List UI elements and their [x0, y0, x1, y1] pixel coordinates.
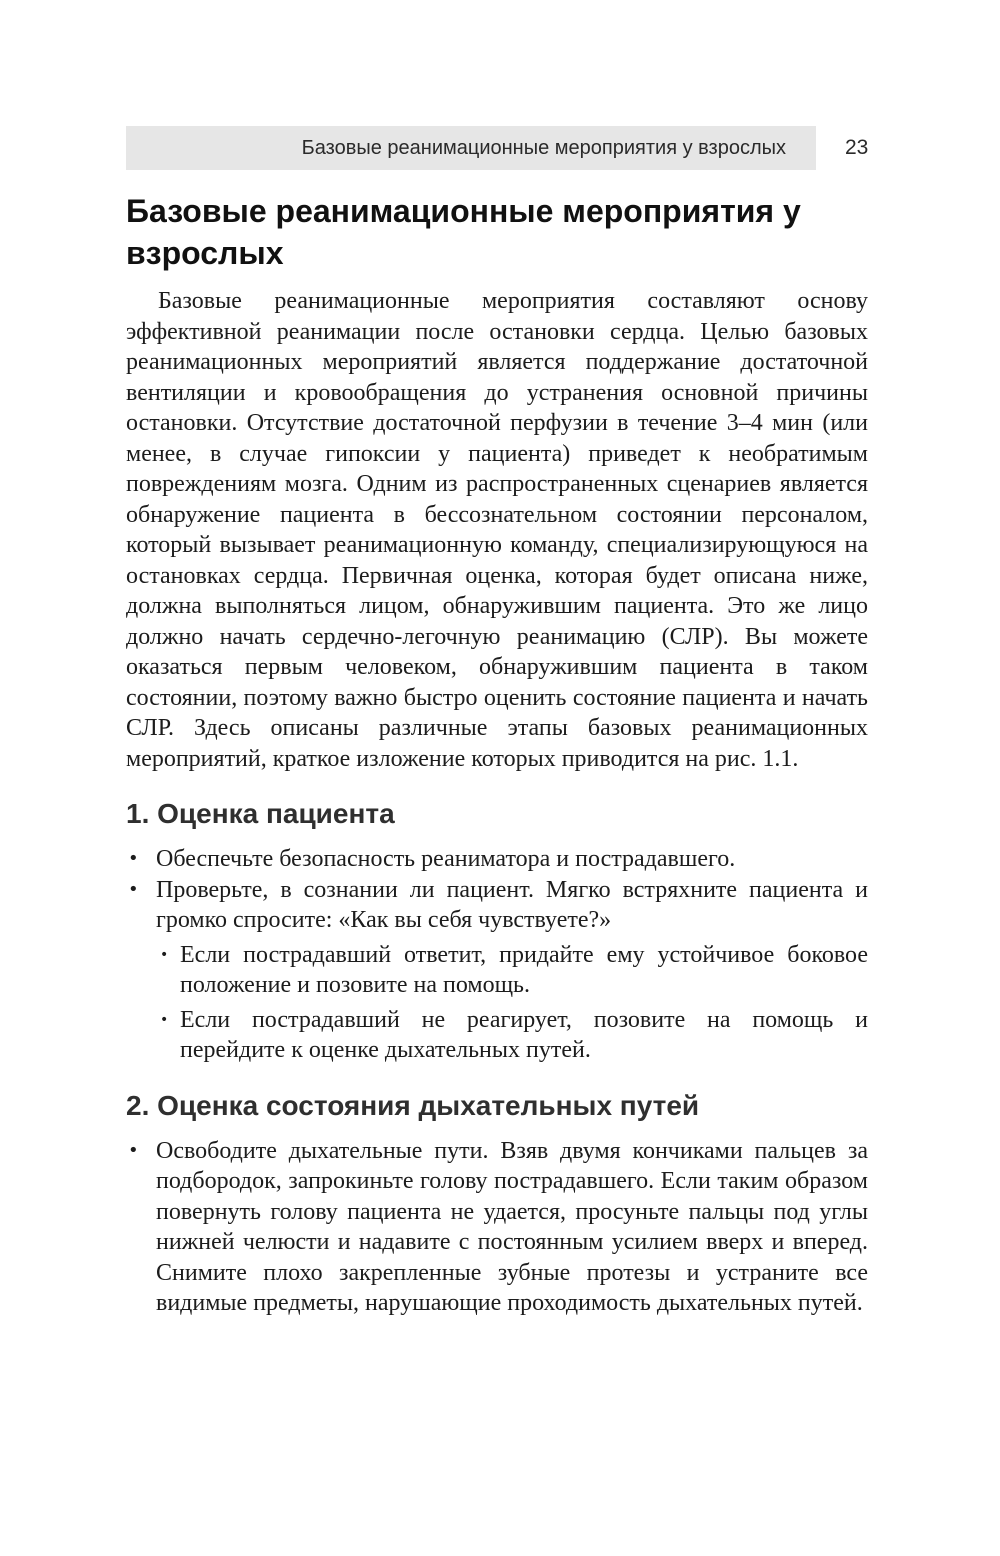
airway-assessment-list	[126, 1136, 868, 1319]
patient-assessment-list	[126, 844, 868, 1066]
sub-list-item-text: Если пострадавший ответит, придайте ему устойчивое боковое положение и позовите на помощь.	[180, 941, 868, 998]
list-item	[126, 875, 868, 1066]
running-header-title: Базовые реанимационные мероприятия у взрослых	[301, 136, 786, 159]
section-heading-patient-assessment: 1. Оценка пациента	[126, 798, 395, 829]
list-item-text: Освободите дыхательные пути. Взяв двумя кончиками пальцев за подбородок, запрокиньте голову пострадавшего. Если таким образом повернуть голову пациента не удается, просуньте пальцы под углы нижней челюсти и надавите с постоянным усилием вверх и вперед. Снимите плохо закрепленные зубные протезы и устраните все видимые предметы, нарушающие проходимость дыхательных путей.	[156, 1137, 868, 1316]
chapter-title: Базовые реанимационные мероприятия у взрослых	[126, 193, 801, 271]
sub-list-item	[156, 1005, 868, 1066]
page-content	[126, 190, 868, 1319]
response-sub-list	[156, 940, 868, 1066]
list-item-text: Проверьте, в сознании ли пациент. Мягко встряхните пациента и громко спросите: «Как вы себя чувствуете?»	[156, 876, 868, 933]
sub-list-item-text: Если пострадавший не реагирует, позовите на помощь и перейдите к оценке дыхательных путей.	[180, 1006, 868, 1063]
list-item	[126, 844, 868, 875]
list-item	[126, 1136, 868, 1319]
list-item-text: Обеспечьте безопасность реаниматора и пострадавшего.	[156, 846, 736, 872]
section-heading-airway-assessment: 2. Оценка состояния дыхательных путей	[126, 1089, 700, 1121]
running-header	[126, 126, 816, 170]
intro-paragraph: Базовые реанимационные мероприятия составляют основу эффективной реанимации после остановки сердца. Целью базовых реанимационных мероприятий является поддержание достаточной вентиляции и кровообращения до устранения основной причины остановки. Отсутствие достаточной перфузии в течение 3–4 мин (или менее, в случае гипоксии у пациента) приведет к необратимым повреждениям мозга. Одним из распространенных сценариев является обнаружение пациента в бессознательном состоянии персоналом, который вызывает реанимационную команду, специализирующуюся на остановках сердца. Первичная оценка, которая будет описана ниже, должна выполняться лицом, обнаружившим пациента. Это же лицо должно начать сердечно-легочную реанимацию (СЛР). Вы можете оказаться первым человеком, обнаружившим пациента в таком состоянии, поэтому важно быстро оценить состояние пациента и начать СЛР. Здесь описаны различные этапы базовых реанимационных мероприятий, краткое изложение которых приводится на рис. 1.1.	[126, 288, 868, 772]
sub-list-item	[156, 940, 868, 1001]
page-number: 23	[845, 136, 869, 159]
